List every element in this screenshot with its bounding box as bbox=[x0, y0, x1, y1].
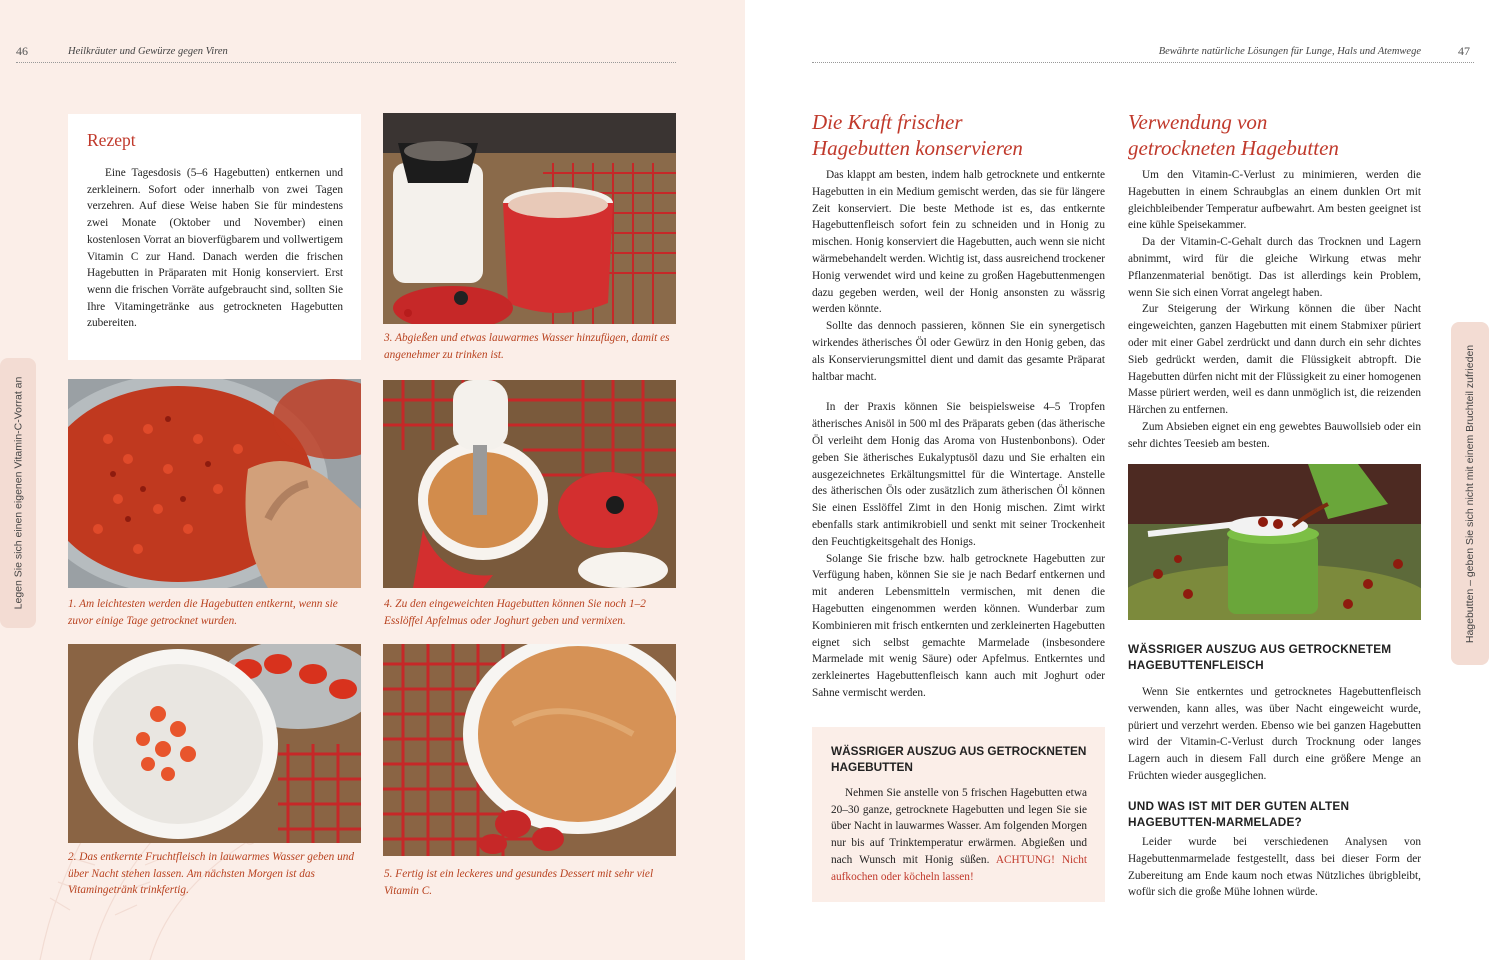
info-box-text bbox=[831, 785, 1087, 885]
info-box-body: Nehmen Sie anstelle von 5 frischen Hagebutten etwa 20–30 ganze, getrocknete Hagebutten und legen Sie sie über Nacht in lauwarmes Wasser. Am folgenden Morgen nur bis auf Trinktemperatur erwärmen. Abgießen und nach Wunsch mit Honig süßen. bbox=[831, 787, 1087, 866]
info-box bbox=[812, 727, 1105, 902]
page-number-right: 47 bbox=[1458, 44, 1470, 58]
section3-body bbox=[1128, 684, 1421, 785]
section2-p2: Da der Vitamin-C-Gehalt durch das Trocknen und Lagern abnimmt, wird für die gleiche Wirkung etwas mehr Pflanzenmaterial benötigt. Das ist allerdings kein Problem, wenn Sie sich einen Vorrat angelegt haben. bbox=[1128, 236, 1421, 299]
caption-1: 1. Am leichtesten werden die Hagebutten entkernt, wenn sie zuvor einige Tage getrocknet wurden. bbox=[68, 598, 338, 627]
section1-p3: In der Praxis können Sie beispielsweise 4–5 Tropfen ätherisches Anisöl in 500 ml des Präparats geben (das ätherische Öl verleiht dem Honig das Aroma von Hustenbonbons). Oder geben Sie ätherisches Eukalyptusöl dazu und Sie erhalten ein ausgezeichnetes Erkältungsmittel für die Wintertage. Anstelle des ätherischen Öls oder zusätzlich zum ätherischen Öl können Sie einen Esslöffel Zimt in den Honig mischen. Zimt wirkt ebenfalls stark antimikrobiell und senkt mit seiner Trockenheit den Feuchtigkeitsgehalt des Honigs. bbox=[812, 401, 1105, 548]
section3-heading: WÄSSRIGER AUSZUG AUS GETROCKNETEM HAGEBUTTENFLEISCH bbox=[1128, 642, 1392, 672]
section2-body bbox=[1128, 167, 1421, 453]
section2-p1: Um den Vitamin-C-Verlust zu minimieren, werden die Hagebutten in einem Schraubglas an einem dunklen Ort mit gleichbleibender Temperatur aufbewahrt. Am besten geeignet ist eine kühle Speisekammer. bbox=[1128, 169, 1421, 232]
photo-tea-strainer bbox=[383, 113, 676, 324]
page-number-left: 46 bbox=[16, 44, 28, 58]
header-rule-right bbox=[812, 62, 1474, 63]
section4-heading: UND WAS IST MIT DER GUTEN ALTEN HAGEBUTTEN-MARMELADE? bbox=[1128, 799, 1350, 829]
photo-rosehips-bowl bbox=[68, 379, 361, 588]
caption-5: 5. Fertig ist ein leckeres und gesundes Dessert mit sehr viel Vitamin C. bbox=[384, 868, 654, 897]
section2-heading-line2: getrockneten Hagebutten bbox=[1128, 136, 1339, 160]
header-rule-left bbox=[16, 62, 676, 63]
caption-3: 3. Abgießen und etwas lauwarmes Wasser hinzufügen, damit es angenehmer zu trinken ist. bbox=[384, 332, 670, 361]
info-box-warning: ACHTUNG! Nicht aufkochen oder köcheln lassen! bbox=[831, 853, 1087, 883]
caption-2: 2. Das entkernte Fruchtfleisch in lauwarmes Wasser geben und über Nacht stehen lassen. Am nächsten Morgen ist das Vitamingetränk trinkfertig. bbox=[68, 851, 355, 896]
photo-blender bbox=[383, 380, 676, 588]
recipe-title: Rezept bbox=[87, 130, 136, 150]
section2-heading bbox=[1128, 109, 1421, 161]
photo-sieve-cup bbox=[1128, 464, 1421, 620]
side-tab-left bbox=[0, 358, 36, 628]
side-tab-left-label: Legen Sie sich einen eigenen Vitamin-C-Vorrat an bbox=[12, 376, 25, 610]
side-tab-right-label: Hagebutten – geben Sie sich nicht mit einem Bruchteil zufrieden bbox=[1464, 344, 1477, 643]
section1-heading-line1: Die Kraft frischer bbox=[812, 110, 963, 134]
side-tab-right bbox=[1451, 322, 1489, 665]
section3-text: Wenn Sie entkerntes und getrocknetes Hagebuttenfleisch verwenden, kann alles, was über Nacht eingeweicht wurde, püriert und verzehrt werden. Ebenso wie bei ganzen Hagebutten wird der Vitamin-C-Verlust durch Trocknung oder langes Lagern auch in diesem Fall durch eine größere Menge an Früchten wieder ausgeglichen. bbox=[1128, 686, 1421, 782]
recipe-box bbox=[68, 114, 361, 360]
section2-p3: Zur Steigerung der Wirkung können die über Nacht eingeweichten, ganzen Hagebutten mit einem Stabmixer püriert oder mit einer Gabel zerdrückt und dann durch ein sehr dichtes Sieb gedrückt werden, damit die Flüssigkeit abtropft. Die Hagebutten dürfen nicht mit der Flüssigkeit zu einer homogenen Masse püriert werden, weil es dann unmöglich ist, die reizenden Härchen zu entfernen. bbox=[1128, 303, 1421, 417]
section1-heading bbox=[812, 109, 1105, 161]
running-head-right: Bewährte natürliche Lösungen für Lunge, Hals und Atemwege bbox=[1158, 46, 1421, 57]
section1-p2: Sollte das dennoch passieren, können Sie ein synergetisch wirkendes ätherisches Öl oder Gewürz in den Honig geben, das als Konservierungsmittel dient und damit das gesamte Präparat haltbar macht. bbox=[812, 320, 1105, 383]
section2-p4: Zum Absieben eignet ein eng gewebtes Bauwollsieb oder ein sehr dichtes Teesieb am besten. bbox=[1128, 420, 1421, 450]
photo-dessert bbox=[383, 644, 676, 856]
section1-body bbox=[812, 167, 1105, 702]
section2-heading-line1: Verwendung von bbox=[1128, 110, 1268, 134]
section1-p1: Das klappt am besten, indem halb getrocknete und entkernte Hagebutten in ein Medium gemischt werden, das sie für längere Zeit konserviert. Die beste Methode ist es, das entkernte Hagebuttenfleisch sofort fein zu schneiden und in Honig zu mischen. Honig konserviert die Hagebutten, auch wenn sie nicht wärmebehandelt werden. Wichtig ist, dass ausreichend trockener Honig verwendet wird und keine zu großen Hagebuttenmengen dazu gegeben werden, weil der Honig ansonsten zu wässrig werden könnte. bbox=[812, 169, 1105, 316]
caption-4: 4. Zu den eingeweichten Hagebutten können Sie noch 1–2 Esslöffel Apfelmus oder Joghurt geben und vermixen. bbox=[384, 598, 646, 627]
recipe-text: Eine Tagesdosis (5–6 Hagebutten) entkernen und zerkleinern. Sofort oder innerhalb von zwei Tagen verzehren. Auf diese Weise haben Sie für mindestens zwei Monate (Oktober und November) einen kostenlosen Vorrat an bioverfügbarem und vollwertigem Vitamin C zur Hand. Danach werden die frischen Hagebutten in Präparaten mit Honig konserviert. Erst wenn die frischen Vorräte aufgebraucht sind, sollten Sie Ihre Vitamingetränke aus getrockneten Hagebutten zubereiten. bbox=[87, 167, 343, 330]
section4-body bbox=[1128, 834, 1421, 901]
running-head-left: Heilkräuter und Gewürze gegen Viren bbox=[68, 46, 228, 57]
info-box-title: WÄSSRIGER AUSZUG AUS GETROCKNETEN HAGEBUTTEN bbox=[831, 744, 1087, 774]
section1-p4: Solange Sie frische bzw. halb getrocknete Hagebutten zur Verfügung haben, können Sie sie je nach Bedarf entkernen und mit anderen Lebensmitteln vermischen, mit denen die Hagebutten eingenommen werden können. Wunderbar zum Kombinieren mit frisch entkernten und zerkleinerten Hagebutten eignet sich selbst gemachte Marmelade (insbesondere Marmelade mit wenig Säure) oder Apfelmus. Entkerntes und zerkleinertes Hagebuttenfleisch kann auch mit Joghurt oder Sahne vermischt werden. bbox=[812, 552, 1105, 699]
photo-soaking-bowl bbox=[68, 644, 361, 843]
section4-text: Leider wurde bei verschiedenen Analysen von Hagebuttenmarmelade festgestellt, dass bei dieser Form der Zubereitung am Ende kaum noch etwas Nützliches übrigbleibt, wofür sich die große Mühe lohnen würde. bbox=[1128, 836, 1421, 899]
section1-heading-line2: Hagebutten konservieren bbox=[812, 136, 1023, 160]
